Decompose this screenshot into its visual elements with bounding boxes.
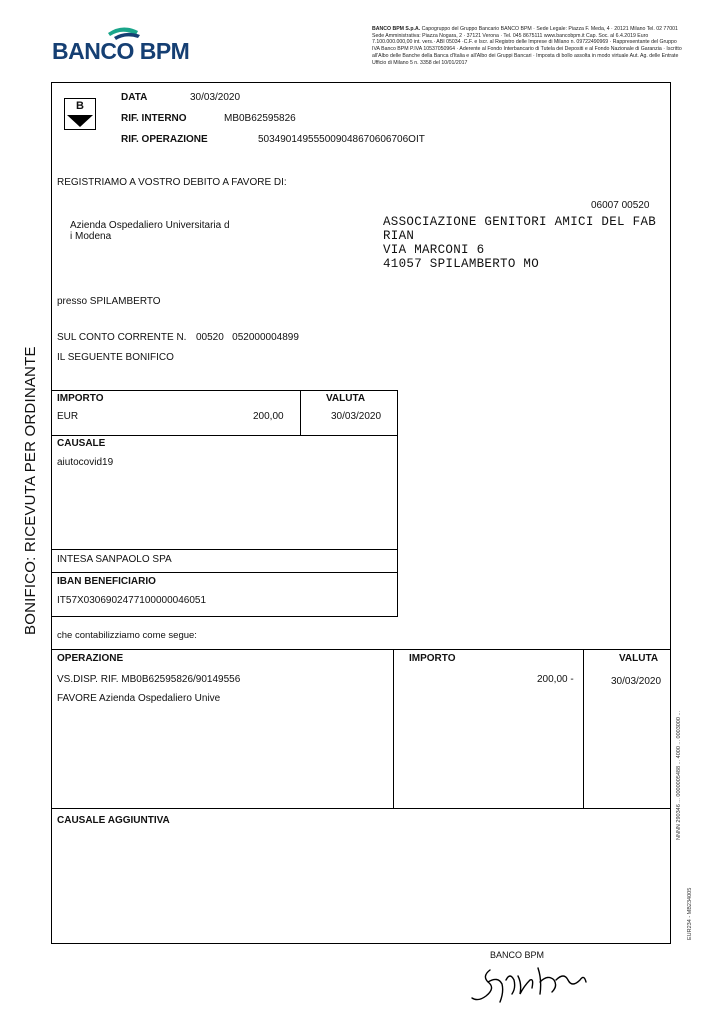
ordinante-line-1: ASSOCIAZIONE GENITORI AMICI DEL FAB — [383, 215, 657, 229]
bank-logo — [52, 25, 192, 70]
iban-divider — [51, 572, 398, 573]
operazione-valuta: 30/03/2020 — [611, 676, 662, 687]
conto-value: 00520 052000004899 — [196, 332, 299, 343]
importo-label: IMPORTO — [57, 393, 104, 404]
operazione-table — [51, 649, 671, 809]
registriamo-text: REGISTRIAMO A VOSTRO DEBITO A FAVORE DI: — [57, 177, 287, 188]
side-form-code: EUR234 - MB234005 — [687, 887, 693, 940]
iban-value: IT57X0306902477100000046051 — [57, 595, 207, 606]
col-valuta-header: VALUTA — [619, 653, 659, 664]
causale-aggiuntiva-label: CAUSALE AGGIUNTIVA — [57, 815, 170, 826]
rif-operazione-label: RIF. OPERAZIONE — [121, 134, 208, 145]
ordinante-line-2: RIAN — [383, 229, 415, 243]
rif-interno-label: RIF. INTERNO — [121, 113, 187, 124]
data-label: DATA — [121, 92, 148, 103]
causale-label: CAUSALE — [57, 438, 106, 449]
bonifico-icon-letter: B — [76, 100, 84, 112]
bank-logo-text: BANCO BPM — [52, 38, 190, 64]
bank-legal-info — [372, 26, 684, 66]
signature-text: BANCO BPM — [490, 950, 545, 960]
side-form-code-small: NNNN 290346 ... 0000005488 ... 4000 ... 0003000 ... — [676, 710, 682, 840]
iban-label: IBAN BENEFICIARIO — [57, 576, 156, 587]
operazione-col-divider-2 — [583, 649, 584, 809]
importo-divider — [300, 390, 301, 436]
bonifico-icon — [64, 98, 96, 130]
beneficiario-name — [70, 220, 230, 242]
rif-operazione-value: 503490149555009048670606706OIT — [258, 134, 425, 145]
col-importo-header: IMPORTO — [409, 653, 456, 664]
currency-value: EUR — [57, 411, 79, 422]
beneficiario-line-1: Azienda Ospedaliero Universitaria d — [70, 220, 230, 231]
causale-divider — [51, 435, 398, 436]
ordinante-line-3: VIA MARCONI 6 — [383, 243, 485, 257]
conto-label: SUL CONTO CORRENTE N. — [57, 332, 187, 343]
data-value: 30/03/2020 — [190, 92, 241, 103]
causale-value: aiutocovid19 — [57, 457, 114, 468]
valuta-label: VALUTA — [326, 393, 366, 404]
operazione-row-1: VS.DISP. RIF. MB0B62595826/90149556 — [57, 674, 241, 685]
presso-text: presso SPILAMBERTO — [57, 296, 161, 307]
beneficiario-line-2: i Modena — [70, 231, 112, 242]
ordinante-address — [383, 215, 656, 271]
col-operazione-header: OPERAZIONE — [57, 653, 124, 664]
contabilizziamo-text: che contabilizziamo come segue: — [57, 630, 197, 641]
bank-signature — [468, 950, 598, 1008]
seguente-text: IL SEGUENTE BONIFICO — [57, 352, 174, 363]
side-label: BONIFICO: RICEVUTA PER ORDINANTE — [22, 346, 39, 635]
bank-legal-name: BANCO BPM S.p.A. — [372, 26, 421, 32]
rif-interno-value: MB0B62595826 — [224, 113, 296, 124]
ordinante-line-4: 41057 SPILAMBERTO MO — [383, 257, 540, 271]
operazione-row-2: FAVORE Azienda Ospedaliero Unive — [57, 693, 221, 704]
operazione-importo: 200,00 - — [537, 674, 574, 685]
operazione-col-divider-1 — [393, 649, 394, 809]
banca-divider — [51, 549, 398, 550]
bank-legal-details: Capogruppo del Gruppo Bancario BANCO BPM · Sede Legale: Piazza F. Meda, 4 · 20121 Milano Tel. 02 77001 Sede Amministrativa: Piazza Nogara, 2 · 37121 Verona · Tel. 045 8675111 www.bancobpm.it Cap. Soc. al 6.4.2019 Euro 7.100.000.000,00 int. vers.· ABI 05034 ·C.F. e Iscr. al Registro delle Imprese di Milano n. 09722490969 · Rappresentante del Gruppo IVA Banco BPM P.IVA 10537050964 · Aderente al Fondo Interbancario di Tutela dei Depositi e al Fondo Nazionale di Garanzia · Iscritto all'Albo delle Banche della Banca d'Italia e all'Albo dei Gruppi Bancari · Imposta di bollo assolta in modo virtuale Aut. Ag. delle Entrate Ufficio di Milano 5 n. 3358 del 10/01/2017 — [372, 26, 682, 66]
valuta-value: 30/03/2020 — [331, 411, 382, 422]
codice-value: 06007 00520 — [591, 200, 650, 211]
amount-value: 200,00 — [253, 411, 284, 422]
banca-beneficiario: INTESA SANPAOLO SPA — [57, 554, 172, 565]
